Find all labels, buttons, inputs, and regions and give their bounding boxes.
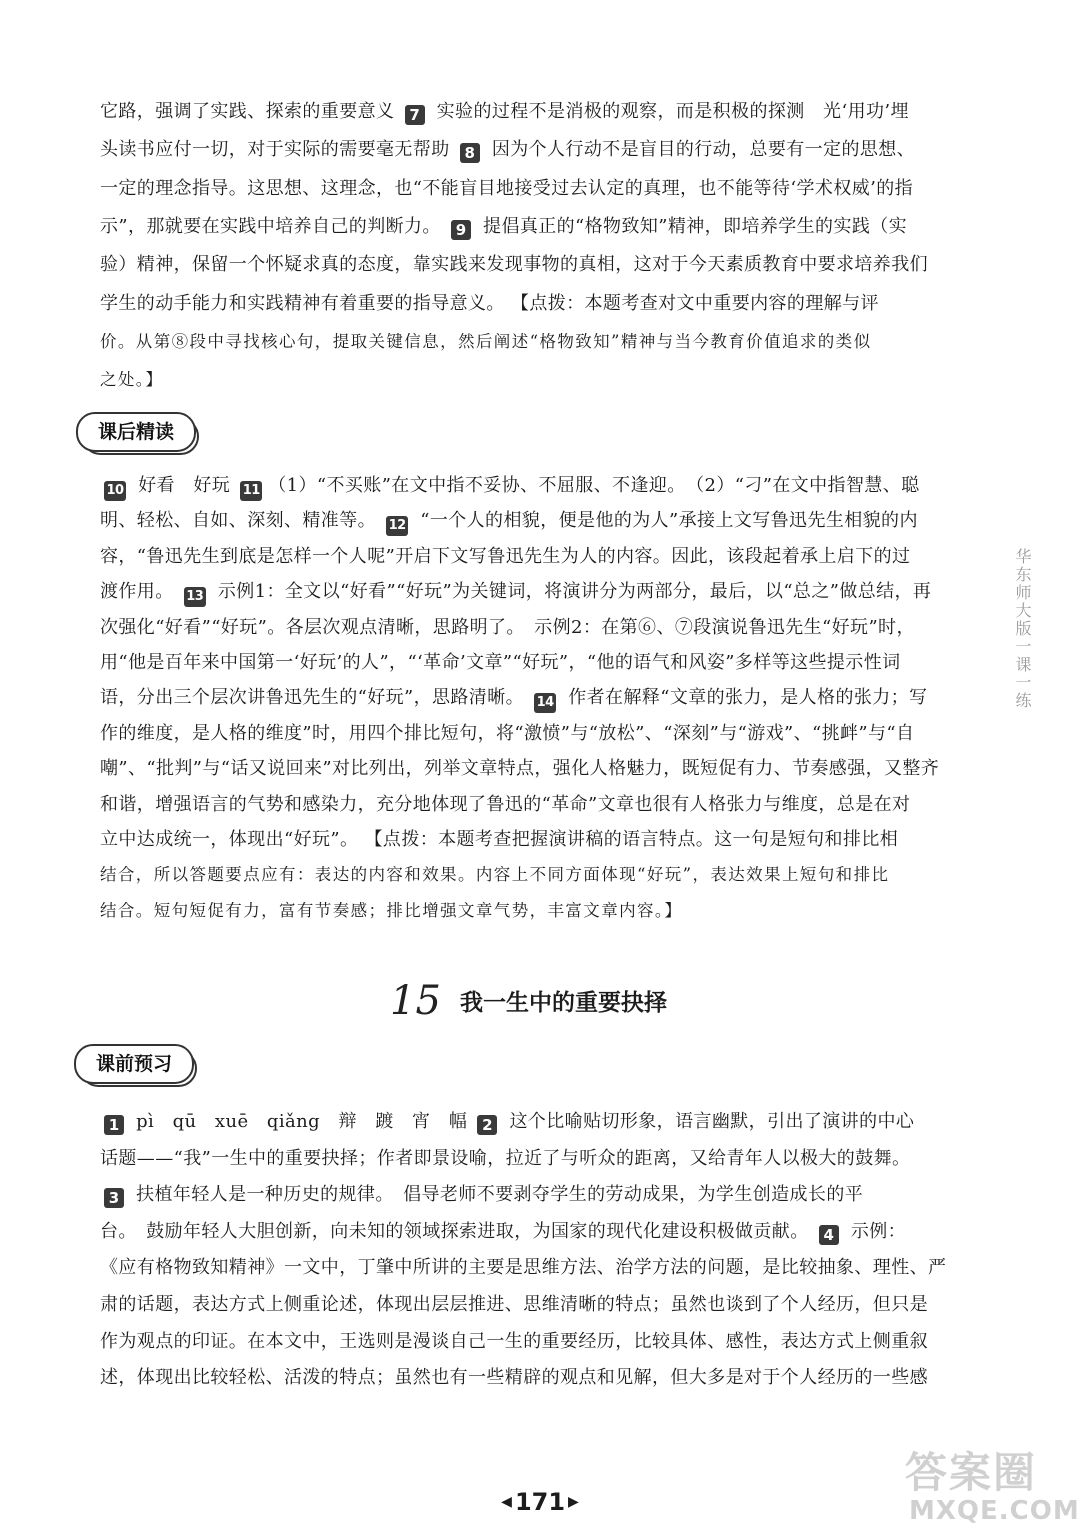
right-arrow-icon: ▶ — [568, 1494, 579, 1510]
lesson-title — [390, 978, 667, 1038]
question-number: 11 — [240, 481, 262, 501]
text-line: 次强化“好看”“好玩”。各层次观点清晰，思路明了。 示例2：在第⑥、⑦段演说鲁迅先生“好玩”时， — [100, 616, 915, 638]
watermark-logo-text: 答案圈 — [905, 1448, 1038, 1497]
text-line: 肃的话题，表达方式上侧重论述，体现出层层推进、思维清晰的特点；虽然也谈到了个人经历，但只是 — [100, 1294, 928, 1315]
page-number-value: 171 — [514, 1488, 566, 1516]
text-line: 作的维度，是人格的维度”时，用四个排比短句，将“激愤”与“放松”、“深刻”与“游戏”、“挑衅”与“自 — [100, 722, 915, 744]
text-line: 价。从第⑧段中寻找核心句，提取关键信息，然后阐述“格物致知”精神与当今教育价值追求的类似 — [100, 331, 872, 351]
text-line: 语，分出三个层次讲鲁迅先生的“好玩”，思路清晰。 14 作者在解释“文章的张力，是人格的张力；写 — [100, 686, 927, 713]
text-line: 它路，强调了实践、探索的重要意义 7 实验的过程不是消极的观察，而是积极的探测 光‘用功’埋 — [100, 101, 909, 124]
text-line: 10 好看 好玩 11 （1）“不买账”在文中指不妥协、不屈服、不逢迎。 （2）“刁”在文中指智慧、聪 — [100, 474, 920, 501]
question-number: 12 — [386, 516, 408, 536]
left-arrow-icon: ◀ — [501, 1494, 512, 1510]
lesson-name: 我一生中的重要抉择 — [460, 990, 667, 1016]
text-line: 立中达成统一，体现出“好玩”。 【点拨：本题考查把握演讲稿的语言特点。这一句是短句和排比相 — [100, 829, 899, 850]
watermark-url: MXQE.COM — [909, 1496, 1080, 1526]
text-line: 结合。短句短促有力，富有节奏感；排比增强文章气势，丰富文章内容。】 — [100, 900, 683, 920]
question-number: 8 — [460, 143, 480, 163]
text-line: 容，“鲁迅先生到底是怎样一个人呢”开启下文写鲁迅先生为人的内容。因此，该段起着承上启下的过 — [100, 545, 911, 567]
text-line: 学生的动手能力和实践精神有着重要的指导意义。 【点拨：本题考查对文中重要内容的理解与评 — [100, 292, 879, 314]
text-line: 明、轻松、自如、深刻、精准等。 12 “一个人的相貌，便是他的为人”承接上文写鲁迅先生相貌的内 — [100, 509, 918, 536]
text-line: 《应有格物致知精神》一文中，丁肇中所讲的主要是思维方法、治学方法的问题，是比较抽象、理性、严 — [100, 1257, 947, 1279]
text-line: 嘲”、“批判”与“话又说回来”对比列出，列举文章特点，强化人格魅力，既短促有力、节奏感强，又整齐 — [100, 758, 940, 780]
text-line: 头读书应付一切，对于实际的需要毫无帮助 8 因为个人行动不是盲目的行动，总要有一定的思想、 — [100, 139, 916, 163]
text-line: 之处。】 — [100, 370, 164, 390]
question-number: 10 — [104, 481, 126, 501]
after-class-reading-badge: 课后精读 — [76, 412, 196, 452]
text-line: 话题——“我”一生中的重要抉择；作者即景设喻，拉近了与听众的距离，又给青年人以极大的鼓舞。 — [100, 1147, 911, 1169]
text-line: 渡作用。 13 示例1：全文以“好看”“好玩”为关键词，将演讲分为两部分，最后，以“总之”做总结，再 — [100, 580, 931, 607]
question-number: 7 — [405, 105, 425, 125]
question-number: 9 — [451, 220, 471, 240]
text-line: 述，体现出比较轻松、活泼的特点；虽然也有一些精辟的观点和见解，但大多是对于个人经历的一些感 — [100, 1367, 928, 1389]
question-number: 2 — [477, 1115, 497, 1135]
text-line: 示”，那就要在实践中培养自己的判断力。 9 提倡真正的“格物致知”精神，即培养学生的实践（实 — [100, 215, 908, 239]
question-number: 14 — [534, 693, 556, 713]
text-line: 验）精神，保留一个怀疑求真的态度，靠实践来发现事物的真相，这对于今天素质教育中要求培养我们 — [100, 254, 928, 276]
lesson-number: 15 — [390, 978, 441, 1024]
question-number: 3 — [104, 1188, 124, 1208]
text-line: 1 pì qū xuē qiǎng 辩 踱 宵 幅 2 这个比喻贴切形象，语言幽默，引出了演讲的中心 — [100, 1110, 914, 1135]
text-line: 台。 鼓励年轻人大胆创新，向未知的领域探索进取，为国家的现代化建设积极做贡献。 4 示例： — [100, 1220, 907, 1244]
text-line: 用“他是百年来中国第一‘好玩’的人”，“‘革命’文章”“好玩”，“他的语气和风姿”多样等这些提示性词 — [100, 652, 901, 673]
question-number: 1 — [104, 1115, 124, 1135]
text-line: 结合，所以答题要点应有：表达的内容和效果。内容上不同方面体现“好玩”，表达效果上短句和排比 — [100, 865, 890, 885]
pre-class-preview-badge: 课前预习 — [74, 1044, 194, 1084]
text-line: 一定的理念指导。这思想、这理念，也“不能盲目地接受过去认定的真理，也不能等待‘学术权威’的指 — [100, 177, 914, 199]
text-line: 3 扶植年轻人是一种历史的规律。 倡导老师不要剥夺学生的劳动成果，为学生创造成长的平 — [100, 1183, 863, 1208]
question-number: 13 — [184, 587, 206, 607]
text-line: 和谐，增强语言的气势和感染力，充分地体现了鲁迅的“革命”文章也很有人格张力与维度，总是在对 — [100, 793, 911, 815]
watermark — [905, 1440, 1080, 1530]
question-number: 4 — [819, 1225, 839, 1245]
text-line: 作为观点的印证。在本文中，王选则是漫谈自己一生的重要经历，比较具体、感性，表达方式上侧重叙 — [100, 1330, 928, 1352]
side-series-label: 华东师大版一课一练 — [1013, 548, 1032, 710]
